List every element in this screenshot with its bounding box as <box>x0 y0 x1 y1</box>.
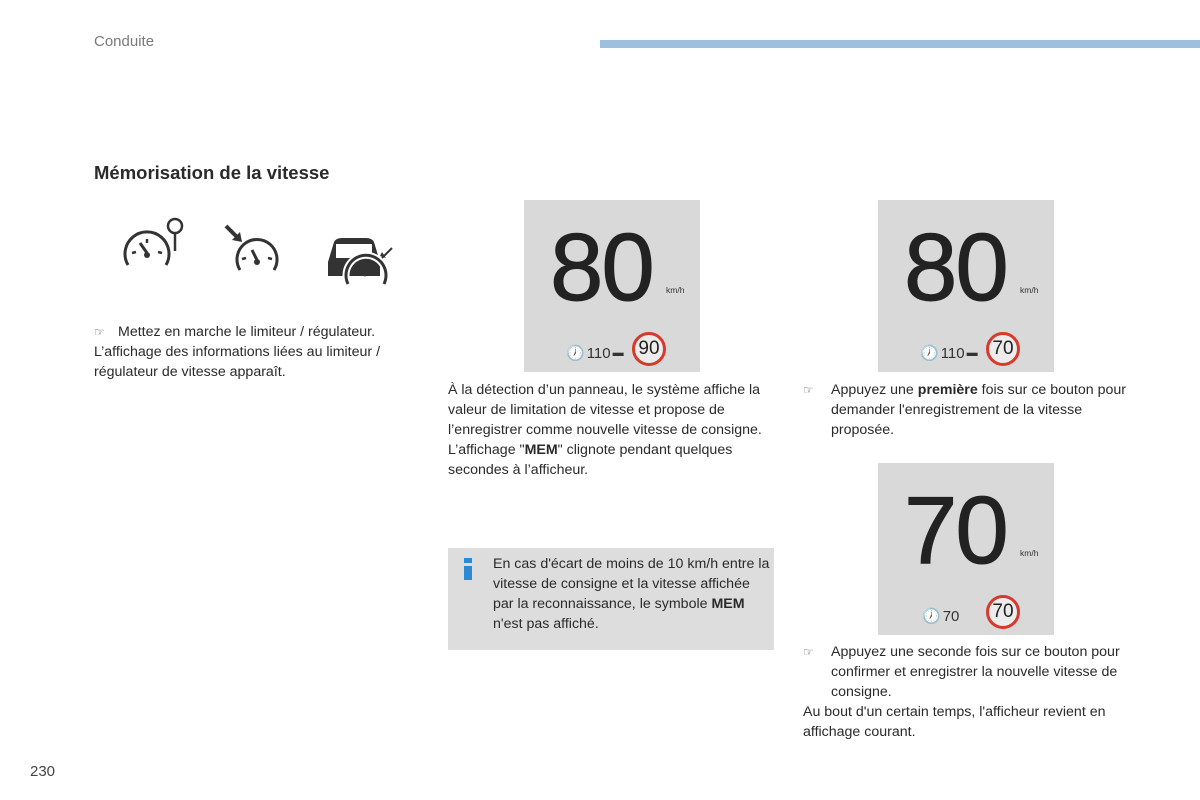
speed-limit-sign: 90 <box>632 332 666 366</box>
speed-unit: km/h <box>1020 285 1039 295</box>
info-text-post: n'est pas affiché. <box>493 616 599 632</box>
set-speed: 110 <box>940 344 965 362</box>
pointer-bullet-icon: ☞ <box>803 645 814 659</box>
header-accent-bar <box>600 40 1200 48</box>
set-speed-row <box>566 344 624 362</box>
info-text <box>493 554 773 634</box>
speed-display-1 <box>524 200 700 372</box>
speed-sign-recognition-icon <box>322 232 394 292</box>
current-speed: 80 <box>550 214 653 321</box>
step-1-row <box>803 380 1133 440</box>
current-speed: 70 <box>904 477 1007 584</box>
set-speed-row <box>920 344 978 362</box>
speedometer-button-press-icon <box>222 222 284 280</box>
step-1-post: fois sur ce bouton pour demander l'enregistrement de la vitesse proposée. <box>831 382 1126 438</box>
mem-text-pre: L’affichage " <box>448 442 525 458</box>
set-speed: 110 <box>586 344 611 362</box>
speed-unit: km/h <box>666 285 685 295</box>
speed-display-2 <box>878 200 1054 372</box>
limiter-icon: 🕖 <box>566 345 585 362</box>
step-2-text: Appuyez une seconde fois sur ce bouton pour confirmer et enregistrer la nouvelle vitesse de consigne. <box>831 644 1120 700</box>
section-label: Conduite <box>94 33 155 50</box>
limiter-icon: 🕖 <box>920 345 939 362</box>
set-speed-row <box>922 607 959 625</box>
mem-paragraph <box>448 440 778 480</box>
info-box <box>448 548 774 650</box>
mem-icon: ▬ <box>612 347 624 359</box>
current-speed: 80 <box>904 214 1007 321</box>
right-step-2 <box>803 642 1133 742</box>
middle-text-block <box>448 380 778 480</box>
left-step-bullet <box>94 322 424 342</box>
speed-limit-sign: 70 <box>986 332 1020 366</box>
set-speed: 70 <box>942 607 960 625</box>
step-1-text <box>831 380 1133 440</box>
speed-unit: km/h <box>1020 548 1039 558</box>
mem-icon: ▬ <box>966 347 978 359</box>
info-text-bold: MEM <box>711 596 745 612</box>
step-1-bold: première <box>917 382 978 398</box>
right-final-paragraph: Au bout d'un certain temps, l'afficheur revient en affichage courant. <box>803 704 1106 740</box>
left-paragraph: L’affichage des informations liées au limiteur / régulateur de vitesse apparaît. <box>94 344 381 380</box>
speedometer-limiter-icon <box>120 215 190 280</box>
step-2-row <box>803 642 1133 702</box>
speed-limit-sign: 70 <box>986 595 1020 629</box>
speed-display-3 <box>878 463 1054 635</box>
mem-text-bold: MEM <box>524 442 558 458</box>
page-title: Mémorisation de la vitesse <box>94 162 330 183</box>
left-step-text: Mettez en marche le limiteur / régulateur. <box>118 324 376 340</box>
info-text-pre: En cas d'écart de moins de 10 km/h entre la vitesse de consigne et la vitesse affichée par la reconnaissance, le symbole <box>493 556 770 612</box>
step-1-pre: Appuyez une <box>831 382 918 398</box>
pointer-bullet-icon: ☞ <box>803 383 814 397</box>
info-icon <box>464 558 472 585</box>
right-step-1 <box>803 380 1133 440</box>
pointer-bullet-icon: ☞ <box>94 325 105 339</box>
mem-text-post: " clignote pendant quelques secondes à l’afficheur. <box>448 442 733 478</box>
detection-paragraph: À la détection d’un panneau, le système affiche la valeur de limitation de vitesse et propose de l’enregistrer comme nouvelle vitesse de consigne. <box>448 382 762 438</box>
left-text-block <box>94 322 424 382</box>
page-number: 230 <box>30 763 56 780</box>
limiter-icon: 🕖 <box>922 608 941 625</box>
